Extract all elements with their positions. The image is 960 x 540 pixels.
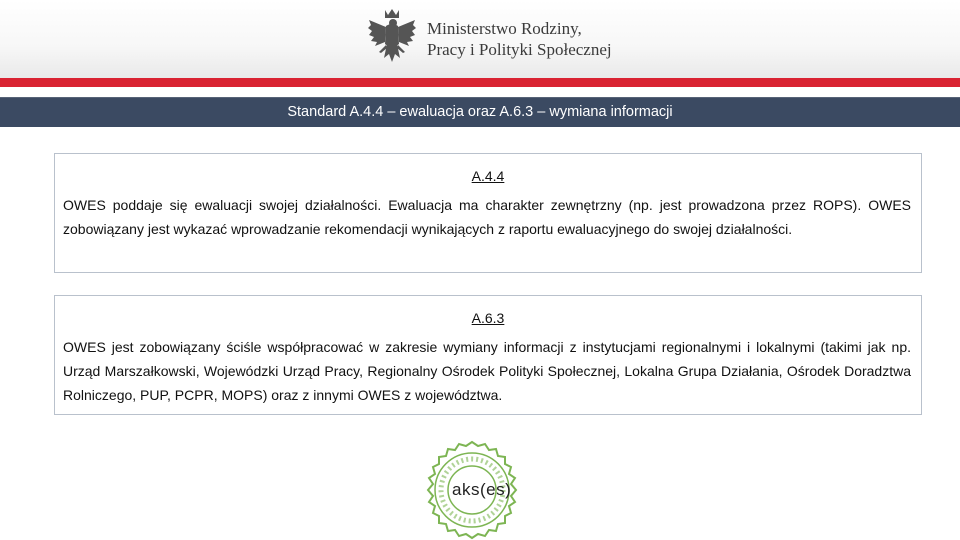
section-a63 [54, 295, 922, 415]
ministry-name [427, 18, 612, 60]
header [0, 0, 960, 78]
polish-eagle-emblem-icon [366, 6, 418, 70]
flag-stripe [0, 78, 960, 87]
page-title: Standard A.4.4 – ewaluacja oraz A.6.3 – wymiana informacji [287, 104, 673, 120]
ministry-name-line2: Pracy i Polityki Społecznej [427, 40, 612, 59]
section-heading-text: A.4.4 [471, 168, 505, 184]
section-a44 [54, 153, 922, 273]
section-heading-text: A.6.3 [471, 310, 505, 326]
section-heading [55, 166, 921, 186]
logo-text: aks(es) [452, 480, 512, 499]
ministry-name-line1: Ministerstwo Rodziny, [427, 19, 582, 38]
section-text: OWES jest zobowiązany ściśle współpracować w zakresie wymiany informacji z instytucjami regionalnymi i lokalnymi (takimi jak np. Urząd Marszałkowski, Wojewódzki Urząd Pracy, Regionalny Ośrodek Polityki Społecznej, Lokalna Grupa Działania, Ośrodek Doradztwa Rolniczego, PUP, PCPR, MOPS) oraz z innymi OWES z województwa. [63, 339, 911, 403]
section-text: OWES poddaje się ewaluacji swojej działalności. Ewaluacja ma charakter zewnętrzny (np. jest prowadzona przez ROPS). OWES zobowiązany jest wykazać wprowadzanie rekomendacji wynikających z raportu ewaluacyjnego do swojej działalności. [63, 197, 911, 237]
section-heading [55, 308, 921, 328]
title-bar [0, 97, 960, 127]
